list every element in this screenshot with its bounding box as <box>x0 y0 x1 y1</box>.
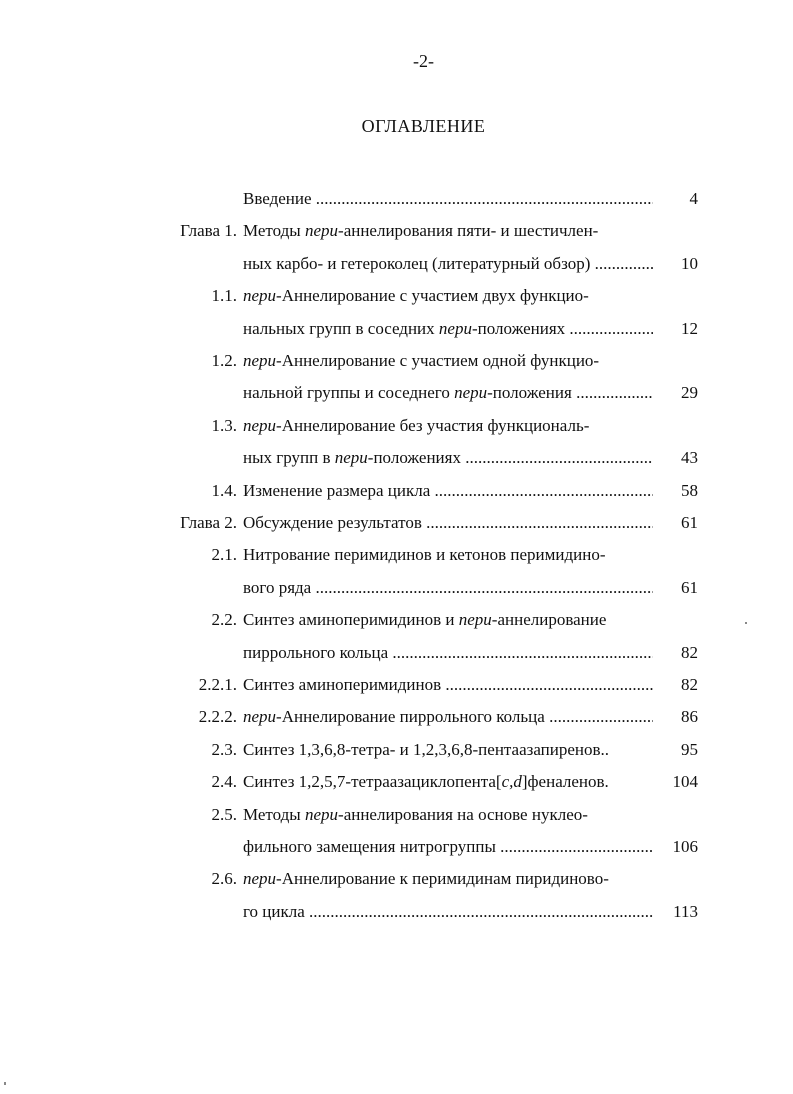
toc-page: 113 <box>673 901 698 921</box>
toc-page: 10 <box>681 253 698 273</box>
toc-text: пери-Аннелирование к перимидинам пиридиново- <box>243 869 609 889</box>
toc-text: Изменение размера цикла ..... <box>243 477 653 505</box>
toc-text: Нитрование перимидинов и кетонов перимидино- <box>243 545 606 565</box>
toc-number: 2.2.1. <box>198 675 237 694</box>
toc-number: 2.1. <box>211 545 237 565</box>
toc-number: 1.2. <box>211 351 237 370</box>
toc-page: 106 <box>672 837 698 856</box>
toc-line <box>0 768 793 796</box>
toc-page: 29 <box>681 383 698 403</box>
toc-line <box>0 282 793 310</box>
toc-line <box>0 833 793 861</box>
toc-line <box>0 639 793 667</box>
toc-page: 58 <box>681 480 698 500</box>
toc-line <box>0 671 793 699</box>
toc-line <box>0 477 793 505</box>
toc-line <box>0 541 793 569</box>
toc-line <box>0 898 793 926</box>
toc-page: 82 <box>681 675 698 694</box>
toc-text: Обсуждение результатов ..... <box>243 509 653 537</box>
toc-page: 4 <box>689 189 698 208</box>
toc-number: 1.1. <box>211 286 237 306</box>
toc-line <box>0 865 793 893</box>
toc-text: Синтез 1,3,6,8-тетра- и 1,2,3,6,8-пентаазапиренов.. <box>243 739 610 759</box>
toc-number: 1.3. <box>211 415 237 435</box>
scan-speck <box>4 1082 6 1085</box>
toc-line <box>0 444 793 472</box>
toc-text: го цикла ..... <box>243 898 653 926</box>
toc-line <box>0 217 793 245</box>
toc-number: Глава 1. <box>180 221 237 241</box>
toc-line <box>0 315 793 343</box>
toc-text: пери-Аннелирование пиррольного кольца ..... <box>243 703 653 731</box>
toc-line <box>0 250 793 278</box>
toc-page: 61 <box>681 513 698 532</box>
toc-text: нальных групп в соседних пери-положениях ..... <box>243 315 653 343</box>
toc-text: нальной группы и соседнего пери-положения ..... <box>243 379 653 407</box>
toc-line <box>0 574 793 602</box>
toc-text: Синтез аминоперимидинов и пери-аннелирование <box>243 610 607 630</box>
toc-line <box>0 185 793 213</box>
toc-page: 12 <box>681 318 698 338</box>
toc-line <box>0 347 793 375</box>
toc-line <box>0 412 793 440</box>
toc-number: 2.2.2. <box>198 707 237 727</box>
toc-page: 82 <box>681 642 698 662</box>
toc-page: 95 <box>681 739 698 759</box>
toc-number: 2.4. <box>211 772 237 792</box>
toc-number: 2.2. <box>211 610 237 630</box>
toc-line <box>0 379 793 407</box>
toc-number: 2.6. <box>211 869 237 889</box>
toc-text: пери-Аннелирование с участием двух функцио- <box>243 286 589 306</box>
toc-text: пери-Аннелирование без участия функциональ- <box>243 415 590 435</box>
toc-page: 61 <box>681 577 698 597</box>
toc-text: Введение ..... <box>243 185 653 213</box>
toc-text: вого ряда ..... <box>243 574 653 602</box>
toc-text: пери-Аннелирование с участием одной функцио- <box>243 351 600 370</box>
toc-page: 43 <box>681 448 698 468</box>
toc-text: ных групп в пери-положениях ..... <box>243 444 653 472</box>
toc-text: Синтез 1,2,5,7-тетраазациклопента[c,d]феналенов. <box>243 772 609 792</box>
toc-line <box>0 606 793 634</box>
toc-text: пиррольного кольца ..... <box>243 639 653 667</box>
toc-text: ных карбо- и гетероколец (литературный обзор) ..... <box>243 250 653 278</box>
toc-number: 1.4. <box>211 480 237 500</box>
toc-text: Методы пери-аннелирования на основе нуклео- <box>243 804 588 824</box>
toc-page: 104 <box>672 772 698 792</box>
page-number: -2- <box>413 51 434 71</box>
toc-number: 2.3. <box>211 739 237 759</box>
toc-text: Синтез аминоперимидинов ..... <box>243 671 653 699</box>
toc-text: Методы пери-аннелирования пяти- и шестичлен- <box>243 221 599 241</box>
toc-line <box>0 736 793 764</box>
toc-line <box>0 801 793 829</box>
toc-text: фильного замещения нитрогруппы ..... <box>243 833 653 861</box>
toc-number: 2.5. <box>211 804 237 824</box>
toc-line <box>0 703 793 731</box>
toc-number: Глава 2. <box>180 513 237 532</box>
scan-speck <box>745 622 747 624</box>
toc-line <box>0 509 793 537</box>
toc-page: 86 <box>681 707 698 727</box>
page-title: ОГЛАВЛЕНИЕ <box>361 116 486 136</box>
